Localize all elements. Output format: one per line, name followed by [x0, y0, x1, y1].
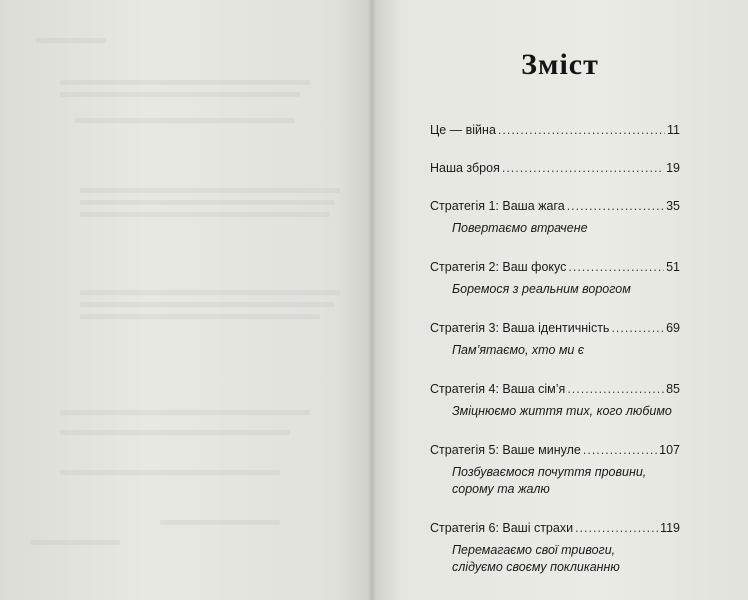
toc-entry-line — [430, 198, 680, 214]
dot-leader — [583, 442, 657, 458]
show-through-text — [36, 38, 106, 43]
toc-entry-line — [430, 520, 680, 536]
show-through-text — [80, 200, 335, 205]
toc-subtitle-line: Зміцнюємо життя тих, кого любимо — [452, 404, 672, 418]
toc-entry-label: Стратегія 1: Ваша жага — [430, 199, 565, 213]
dot-leader — [502, 160, 664, 176]
toc-subtitle-line: слідуємо своєму покликанню — [452, 560, 620, 574]
toc-entry-line — [430, 442, 680, 458]
toc-entry-label: Стратегія 6: Ваші страхи — [430, 521, 574, 535]
toc-entry-subtitle — [452, 464, 680, 498]
toc-subtitle-line: Пам’ятаємо, хто ми є — [452, 343, 585, 357]
toc-entry-subtitle — [452, 220, 680, 237]
show-through-text — [60, 92, 300, 97]
show-through-text — [60, 430, 290, 435]
table-of-contents — [430, 122, 680, 598]
book-gutter — [368, 0, 376, 600]
show-through-text — [80, 290, 340, 295]
toc-entry-label: Це — війна — [430, 123, 496, 137]
right-page — [372, 0, 748, 600]
show-through-text — [80, 302, 335, 307]
toc-entry — [430, 122, 680, 138]
show-through-text — [60, 80, 310, 85]
toc-entry-label: Наша зброя — [430, 161, 500, 175]
toc-page-number: 11 — [667, 123, 680, 137]
toc-entry — [430, 320, 680, 359]
show-through-text — [160, 520, 280, 525]
toc-subtitle-line: Боремося з реальним ворогом — [452, 282, 631, 296]
toc-entry-label: Стратегія 4: Ваша сім’я — [430, 382, 566, 396]
toc-page-number: 107 — [659, 443, 680, 457]
toc-entry-line — [430, 320, 680, 336]
toc-entry-subtitle — [452, 542, 680, 576]
dot-leader — [575, 520, 658, 536]
toc-subtitle-line: Позбуваємося почуття провини, — [452, 465, 647, 479]
show-through-text — [80, 188, 340, 193]
toc-page-number: 51 — [666, 260, 680, 274]
show-through-text — [80, 314, 320, 319]
toc-entry — [430, 198, 680, 237]
toc-entry-label: Стратегія 3: Ваша ідентичність — [430, 321, 610, 335]
toc-entry — [430, 442, 680, 498]
toc-entry-subtitle — [452, 281, 680, 298]
show-through-text — [80, 212, 330, 217]
toc-page-number: 85 — [666, 382, 680, 396]
toc-entry-label: Стратегія 5: Ваше минуле — [430, 443, 581, 457]
show-through-text — [60, 470, 280, 475]
toc-entry — [430, 520, 680, 576]
toc-page-number: 69 — [666, 321, 680, 335]
toc-entry — [430, 160, 680, 176]
dot-leader — [498, 122, 665, 138]
toc-entry-line — [430, 122, 680, 138]
toc-page-number: 19 — [666, 161, 680, 175]
show-through-text — [30, 540, 120, 545]
toc-page-number: 119 — [660, 521, 680, 535]
toc-subtitle-line: Перемагаємо свої тривоги, — [452, 543, 616, 557]
toc-entry-label: Стратегія 2: Ваш фокус — [430, 260, 567, 274]
toc-subtitle-line: сорому та жалю — [452, 482, 550, 496]
page-title: Зміст — [521, 48, 599, 81]
show-through-text — [60, 410, 310, 415]
toc-entry-line — [430, 259, 680, 275]
dot-leader — [567, 381, 664, 397]
toc-page-number: 35 — [666, 199, 680, 213]
toc-entry — [430, 381, 680, 420]
dot-leader — [611, 320, 664, 336]
toc-entry — [430, 259, 680, 298]
toc-subtitle-line: Повертаємо втрачене — [452, 221, 588, 235]
show-through-text — [75, 118, 295, 123]
toc-entry-subtitle — [452, 342, 680, 359]
dot-leader — [567, 198, 664, 214]
toc-entry-line — [430, 160, 680, 176]
toc-entry-subtitle — [452, 403, 680, 420]
dot-leader — [568, 259, 664, 275]
toc-entry-line — [430, 381, 680, 397]
left-page — [0, 0, 372, 600]
